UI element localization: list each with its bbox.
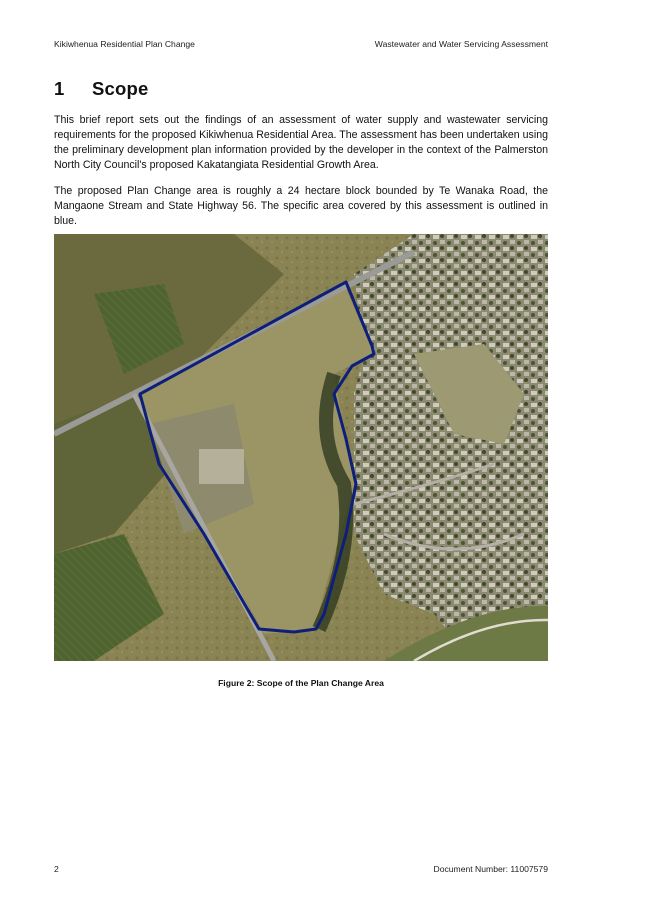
section-heading (54, 78, 149, 100)
figure-caption: Figure 2: Scope of the Plan Change Area (218, 678, 384, 688)
map-building-cluster (199, 449, 244, 484)
aerial-map (54, 234, 548, 661)
footer-page-number: 2 (54, 864, 59, 874)
aerial-map-figure (54, 234, 548, 661)
header-report-title: Wastewater and Water Servicing Assessment (374, 39, 548, 49)
section-title: Scope (92, 78, 149, 99)
paragraph-scope-intro: This brief report sets out the findings of an assessment of water supply and wastewater servicing requirements for the proposed Kikiwhenua Residential Area. The assessment has been undertaken using the preliminary development plan information provided by the developer in the context of the Palmerston North City Council's proposed Kakatangiata Residential Growth Area. (54, 114, 548, 171)
paragraph-plan-change-area: The proposed Plan Change area is roughly a 24 hectare block bounded by Te Wanaka Road, the Mangaone Stream and State Highway 56. The specific area covered by this assessment is outlined in blue. (54, 185, 548, 227)
section-number: 1 (54, 78, 65, 99)
header-document-title: Kikiwhenua Residential Plan Change (54, 39, 195, 49)
footer-document-number: Document Number: 11007579 (433, 864, 548, 874)
